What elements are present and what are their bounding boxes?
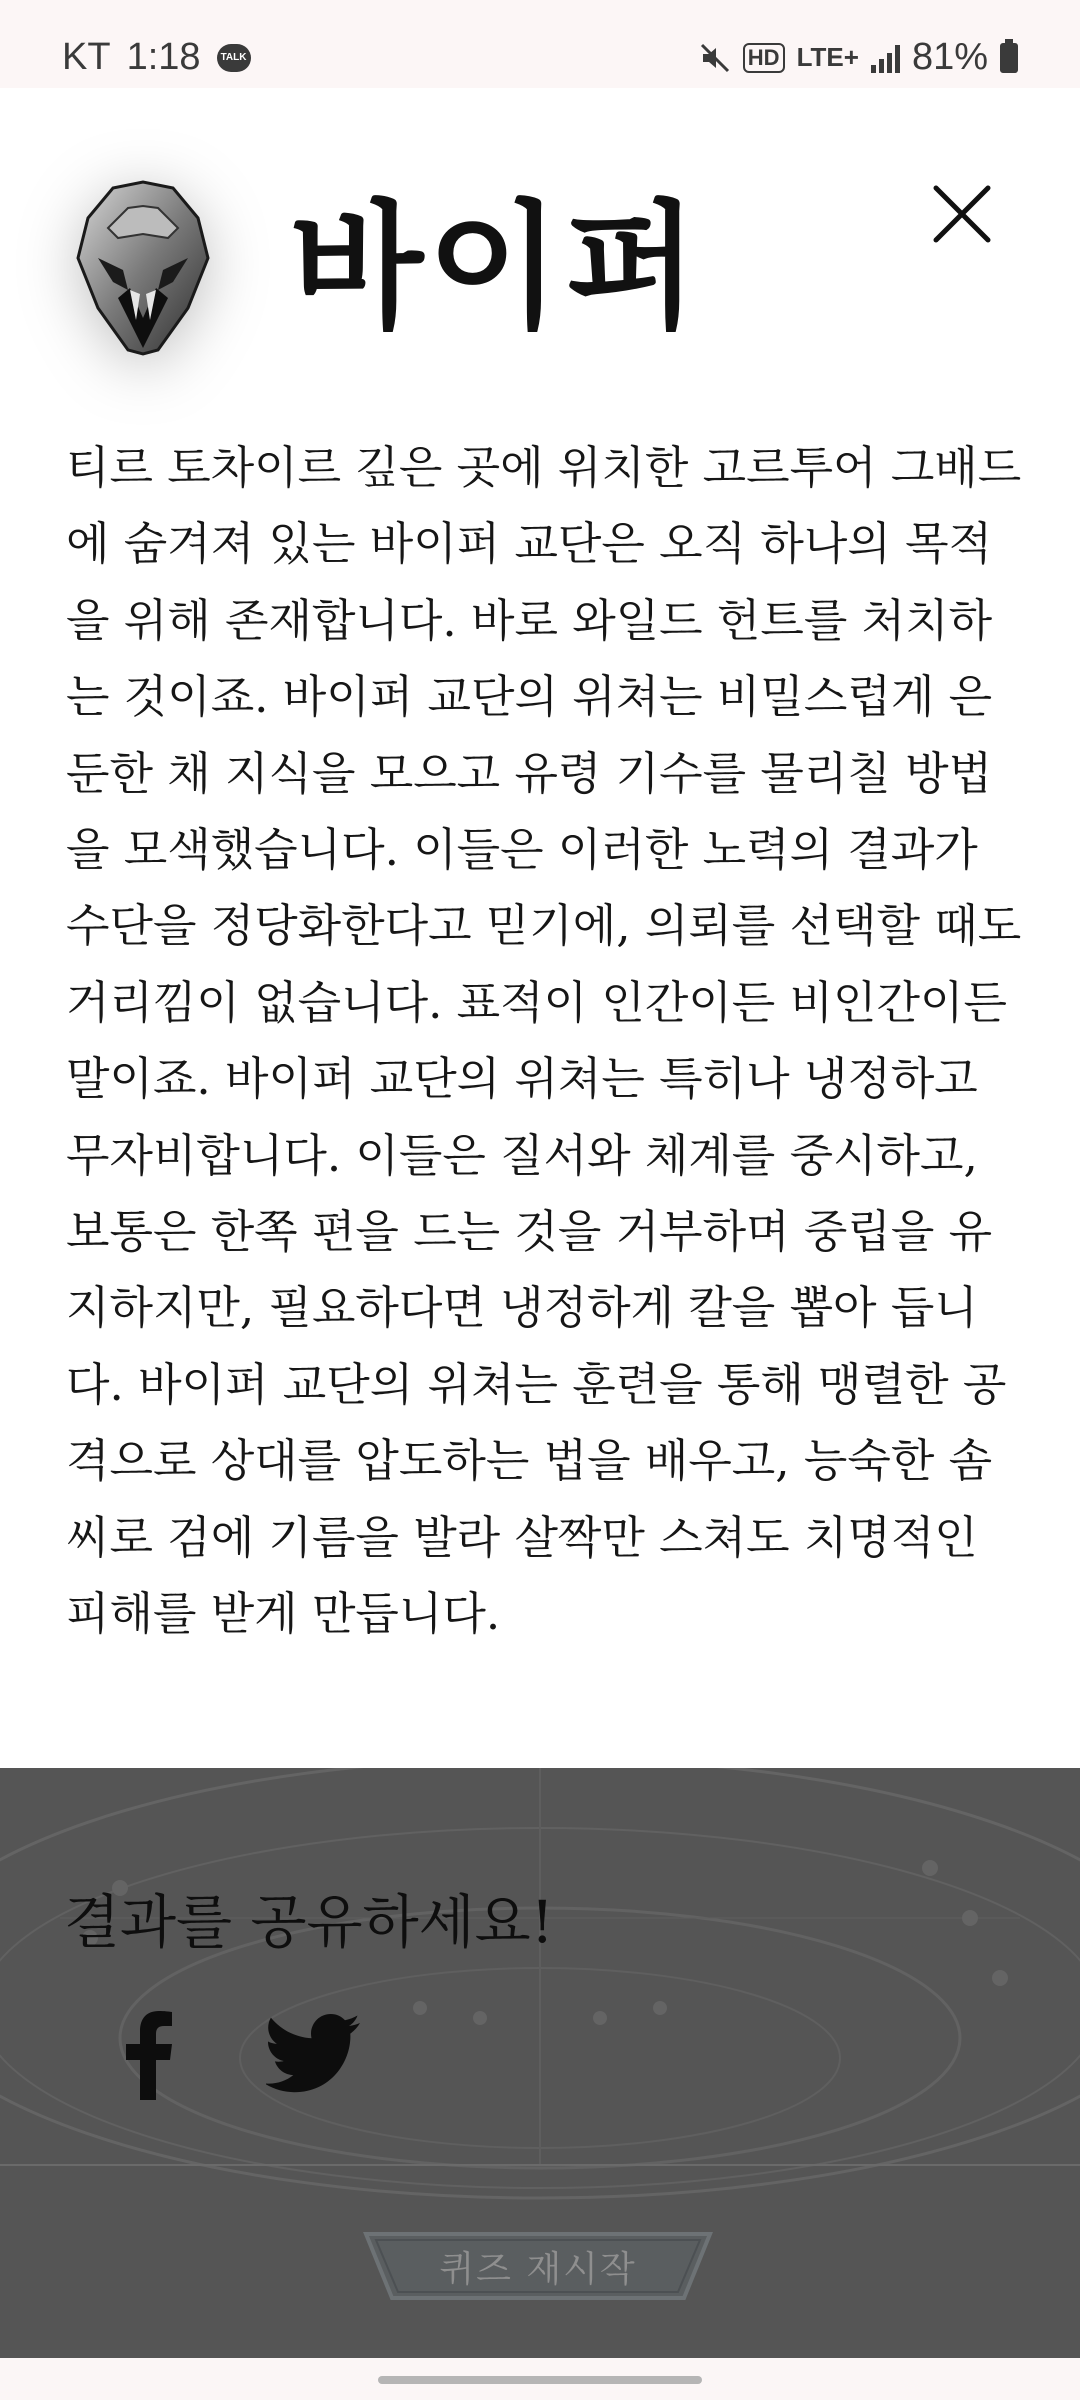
result-description: 티르 토차이르 깊은 곳에 위치한 고르투어 그배드에 숨겨져 있는 바이퍼 교단은 오직 하나의 목적을 위해 존재합니다. 바로 와일드 헌트를 처치하는 것이죠. 바이퍼 교단의 위쳐는 비밀스럽게 은둔한 채 지식을 모으고 유령 기수를 물리칠 방법을 모색했습니다. 이들은 이러한 노력의 결과가 수단을 정당화한다고 믿기에, 의뢰를 선택할 때도 거리낌이 없습니다. 표적이 인간이든 비인간이든 말이죠. 바이퍼 교단의 위쳐는 특히나 냉정하고 무자비합니다. 이들은 질서와 체계를 중시하고, 보통은 한쪽 편을 드는 것을 거부하며 중립을 유지하지만, 필요하다면 냉정하게 칼을 뽑아 듭니다. 바이퍼 교단의 위쳐는 훈련을 통해 맹렬한 공격으로 상대를 압도하는 법을 배우고, 능숙한 솜씨로 검에 기름을 발라 살짝만 스쳐도 치명적인 피해를 받게 만듭니다. [66,441,1022,1641]
kakaotalk-notification-icon: TALK [217,44,251,72]
system-navigation-bar [0,2358,1080,2400]
hd-voice-icon: HD [743,43,785,73]
facebook-icon[interactable] [124,2010,174,2100]
result-card [0,88,1080,1768]
mute-icon [699,42,731,74]
battery-icon [1000,43,1018,73]
home-indicator[interactable] [378,2376,702,2384]
share-section [0,1768,1080,2358]
divider [0,2164,1080,2166]
result-title: 바이퍼 [290,185,702,348]
carrier-label: KT [62,36,111,78]
share-heading: 결과를 공유하세요! [64,1888,554,1956]
network-type: LTE+ [796,42,859,72]
viper-snake-head-icon [68,178,218,358]
status-bar [0,0,1080,88]
clock: 1:18 [126,36,201,78]
twitter-icon[interactable] [266,2013,362,2095]
signal-strength-icon [871,43,900,73]
restart-quiz-button[interactable]: 퀴즈 재시작 [439,2248,637,2290]
battery-percent: 81% [911,36,988,78]
close-icon[interactable] [930,182,994,246]
